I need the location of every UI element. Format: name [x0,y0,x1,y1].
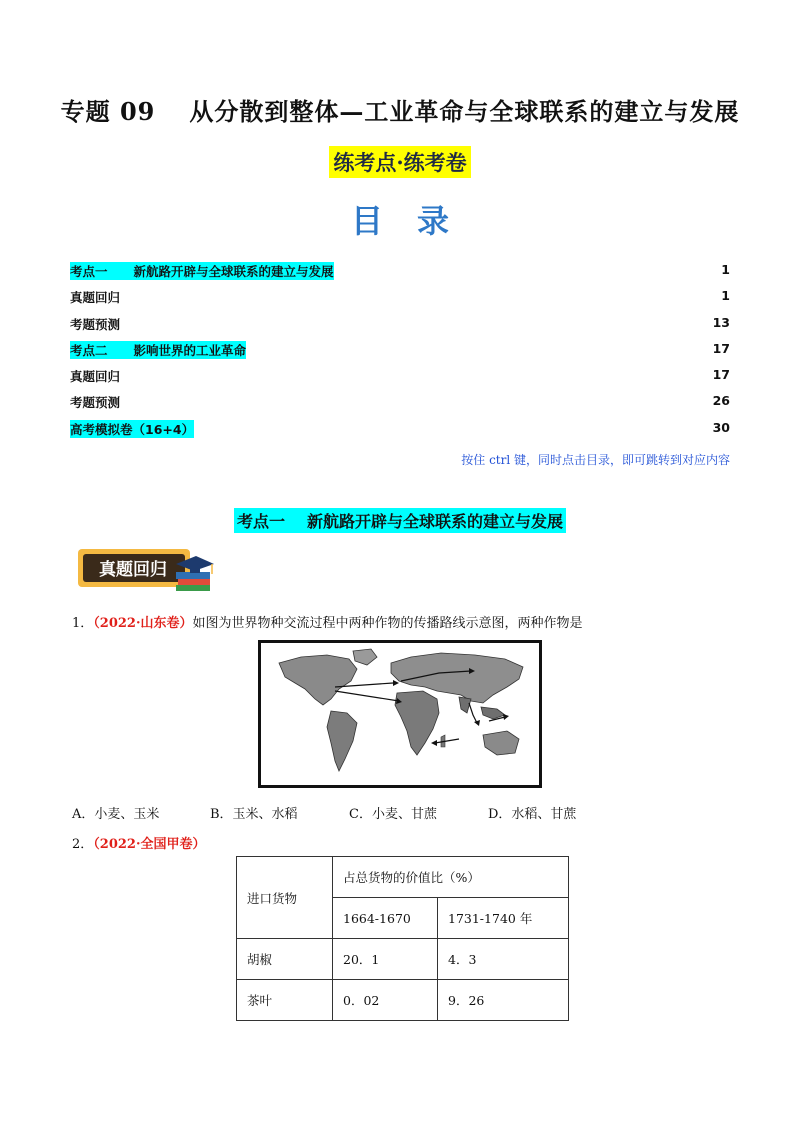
table-of-contents [70,260,730,444]
table-cell: 胡椒 [237,939,333,980]
zhenti-huigui-badge [76,546,218,594]
toc-item-label: 高考模拟卷（16+4） [70,421,195,437]
question-1-options [72,803,692,822]
option-a[interactable]: A．小麦、玉米 [72,807,160,822]
topic-number: 专题 09 [60,97,156,126]
option-c[interactable]: C．小麦、甘蔗 [349,807,437,822]
question-stem: 如图为世界物种交流过程中两种作物的传播路线示意图，两种作物是 [192,616,583,631]
option-b[interactable]: B．玉米、水稻 [210,807,298,822]
topic-title: 从分散到整体—工业革命与全球联系的建立与发展 [189,97,740,126]
question-1 [72,612,583,631]
table-cell-group-header: 占总货物的价值比（%） [333,857,569,898]
toc-page-number: 13 [712,314,730,330]
badge-label: 真题回归 [99,560,167,580]
toc-page-number: 17 [712,340,730,356]
toc-item-yuce-2[interactable] [70,391,730,417]
question-number: 2． [72,837,94,852]
toc-item-label: 考点一 新航路开辟与全球联系的建立与发展 [70,264,334,279]
question-number: 1． [72,616,94,631]
toc-page-number: 30 [712,419,730,435]
toc-page-number: 17 [712,367,730,383]
table-cell: 9．26 [438,980,569,1021]
toc-item-label: 考点二 影响世界的工业革命 [70,342,247,358]
table-row [237,857,569,898]
toc-item-label: 真题回归 [70,290,121,306]
question-source: （2022·全国甲卷） [93,837,206,852]
table-cell-row-header: 进口货物 [237,857,333,939]
table-cell: 茶叶 [237,980,333,1021]
toc-page-number: 1 [721,288,730,304]
toc-page-number: 26 [712,393,730,409]
toc-item-label: 考题预测 [70,395,121,411]
table-cell-col2: 1731-1740 年 [438,898,569,939]
toc-page-number: 1 [721,262,730,277]
toc-item-yuce-1[interactable] [70,313,730,339]
toc-heading: 目录 [350,202,483,240]
table-cell: 0．02 [333,980,438,1021]
question-source: （2022·山东卷） [93,616,193,631]
toc-item-kaodian2[interactable] [70,339,730,365]
toc-item-label: 考题预测 [70,316,121,332]
toc-item-zhenti-1[interactable] [70,286,730,312]
table-row [237,980,569,1021]
section-title: 考点一 新航路开辟与全球联系的建立与发展 [234,508,566,533]
table-cell: 4．3 [438,939,569,980]
option-d[interactable]: D．水稻、甘蔗 [488,807,577,822]
page-title [0,92,800,127]
subtitle: 练考点·练考卷 [329,146,470,178]
table-row [237,939,569,980]
table-cell-col1: 1664-1670 [333,898,438,939]
toc-item-kaodian1[interactable] [70,260,730,286]
toc-item-zhenti-2[interactable] [70,365,730,391]
question-2 [72,833,206,852]
toc-item-moni[interactable] [70,418,730,444]
toc-item-label: 真题回归 [70,369,121,385]
trade-table [236,856,569,1021]
table-cell: 20．1 [333,939,438,980]
toc-hint: 按住 ctrl 键，同时点击目录，即可跳转到对应内容 [461,453,730,467]
world-crop-map [258,640,542,788]
